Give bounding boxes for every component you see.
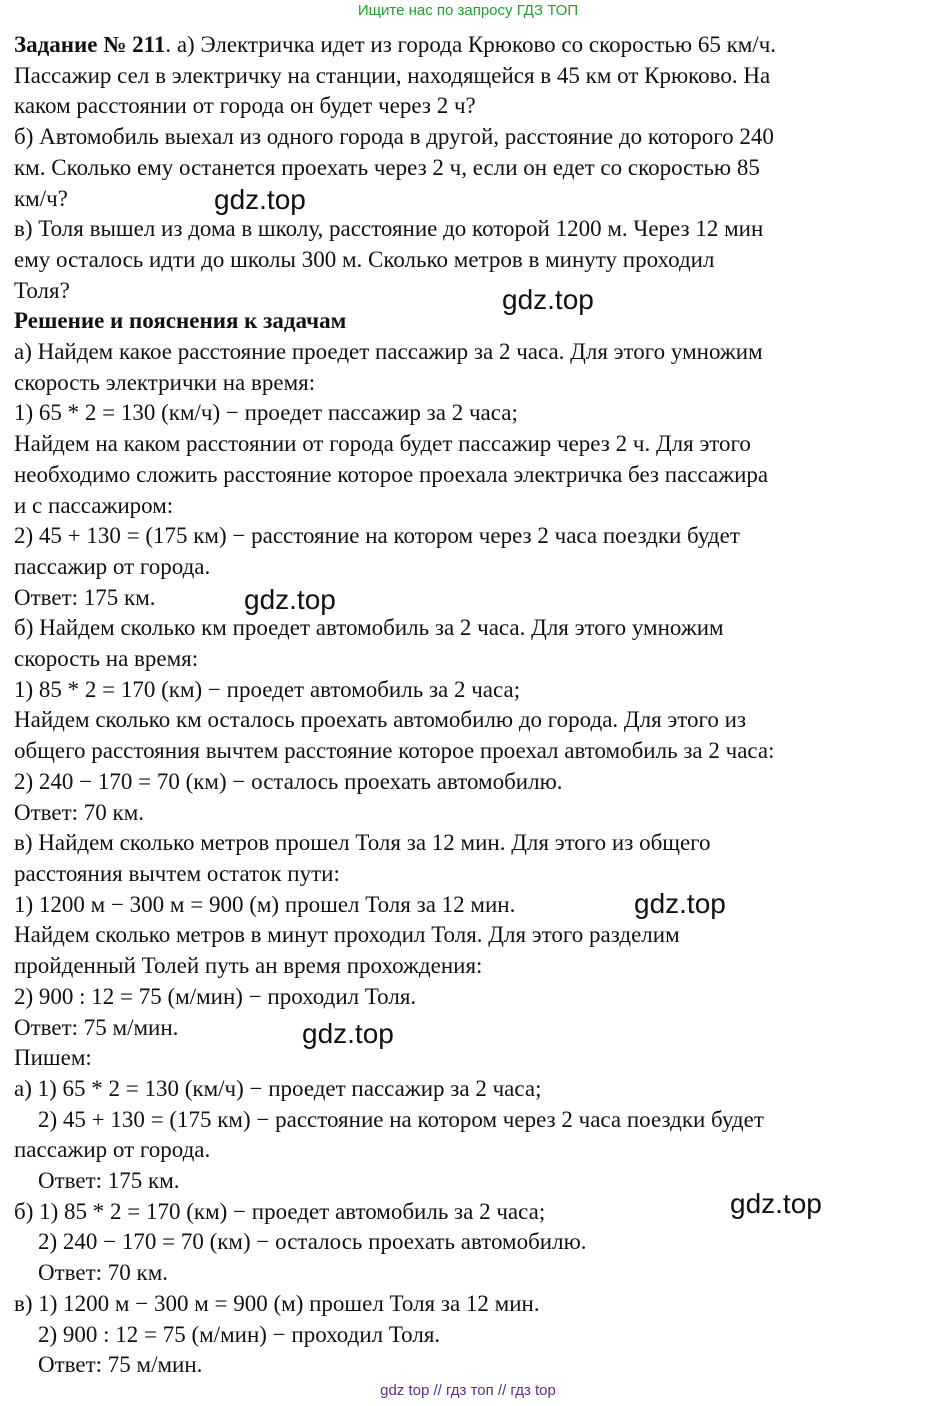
write-line: а) 1) 65 * 2 = 130 (км/ч) − проедет пассажир за 2 часа; <box>14 1075 542 1101</box>
write-line: 2) 240 − 170 = 70 (км) − осталось проехать автомобилю. <box>38 1229 587 1255</box>
watermark: gdz.top <box>214 184 306 215</box>
solution-line: пассажир от города. <box>14 553 211 579</box>
write-line: 2) 45 + 130 = (175 км) − расстояние на котором через 2 часа поездки будет <box>38 1106 764 1132</box>
task-line: км/ч? <box>14 185 68 211</box>
solution-line: Найдем на каком расстоянии от города будет пассажир через 2 ч. Для этого <box>14 431 751 457</box>
task-line: б) Автомобиль выехал из одного города в другой, расстояние до которого 240 <box>14 124 774 150</box>
solution-line: и с пассажиром: <box>14 492 174 518</box>
document-body <box>14 30 924 1381</box>
solution-line: скорость на время: <box>14 646 199 672</box>
solution-line: 2) 900 : 12 = 75 (м/мин) − проходил Толя. <box>14 983 417 1009</box>
task-line: Пассажир сел в электричку на станции, находящейся в 45 км от Крюково. На <box>14 62 771 88</box>
watermark: gdz.top <box>730 1188 822 1219</box>
watermark: gdz.top <box>302 1018 394 1049</box>
answer-line: Ответ: 75 м/мин. <box>14 1014 179 1040</box>
task-line: ему осталось идти до школы 300 м. Сколько метров в минуту проходил <box>14 246 715 272</box>
solution-line: б) Найдем сколько км проедет автомобиль за 2 часа. Для этого умножим <box>14 615 724 641</box>
solution-line: Найдем сколько км осталось проехать автомобилю до города. Для этого из <box>14 707 747 733</box>
answer-line: Ответ: 70 км. <box>14 799 145 825</box>
solution-line: 1) 1200 м − 300 м = 900 (м) прошел Толя за 12 мин. <box>14 891 516 917</box>
answer-line: Ответ: 70 км. <box>38 1260 169 1286</box>
footer-links[interactable]: gdz top // гдз топ // гдз top <box>380 1382 556 1399</box>
solution-line: необходимо сложить расстояние которое проехала электричка без пассажира <box>14 461 769 487</box>
solution-line: пройденный Толей путь ан время прохождения: <box>14 953 483 979</box>
write-line: б) 1) 85 * 2 = 170 (км) − проедет автомобиль за 2 часа; <box>14 1198 546 1224</box>
solution-line: скорость электрички на время: <box>14 369 316 395</box>
solution-line: 1) 65 * 2 = 130 (км/ч) − проедет пассажир за 2 часа; <box>14 400 518 426</box>
write-line: 2) 900 : 12 = 75 (м/мин) − проходил Толя. <box>38 1321 441 1347</box>
task-line: км. Сколько ему останется проехать через 2 ч, если он едет со скоростью 85 <box>14 154 760 180</box>
solution-heading: Решение и пояснения к задачам <box>14 308 347 334</box>
task-label: Задание № 211 <box>14 32 166 57</box>
solution-line: а) Найдем какое расстояние проедет пассажир за 2 часа. Для этого умножим <box>14 339 763 365</box>
solution-line: 1) 85 * 2 = 170 (км) − проедет автомобиль за 2 часа; <box>14 676 521 702</box>
task-line: каком расстоянии от города он будет через 2 ч? <box>14 93 476 119</box>
watermark: gdz.top <box>244 584 336 615</box>
task-text: . а) Электричка идет из города Крюково со скоростью 65 км/ч. <box>165 32 777 57</box>
task-line: Толя? <box>14 277 70 303</box>
write-heading: Пишем: <box>14 1045 92 1071</box>
solution-line: общего расстояния вычтем расстояние которое проехал автомобиль за 2 часа: <box>14 738 775 764</box>
task-line <box>14 30 924 61</box>
watermark: gdz.top <box>634 888 726 919</box>
write-line: пассажир от города. <box>14 1137 211 1163</box>
answer-line: Ответ: 175 км. <box>38 1168 180 1194</box>
write-line: в) 1) 1200 м − 300 м = 900 (м) прошел Толя за 12 мин. <box>14 1290 540 1316</box>
solution-line: 2) 240 − 170 = 70 (км) − осталось проехать автомобилю. <box>14 768 563 794</box>
task-line: в) Толя вышел из дома в школу, расстояние до которой 1200 м. Через 12 мин <box>14 216 764 242</box>
top-banner: Ищите нас по запросу ГДЗ ТОП <box>357 2 579 19</box>
solution-line: в) Найдем сколько метров прошел Толя за 12 мин. Для этого из общего <box>14 830 711 856</box>
watermark: gdz.top <box>502 284 594 315</box>
solution-line: 2) 45 + 130 = (175 км) − расстояние на котором через 2 часа поездки будет <box>14 523 740 549</box>
solution-line: расстояния вычтем остаток пути: <box>14 860 340 886</box>
answer-line: Ответ: 175 км. <box>14 584 156 610</box>
answer-line: Ответ: 75 м/мин. <box>38 1352 203 1378</box>
solution-line: Найдем сколько метров в минут проходил Толя. Для этого разделим <box>14 922 680 948</box>
